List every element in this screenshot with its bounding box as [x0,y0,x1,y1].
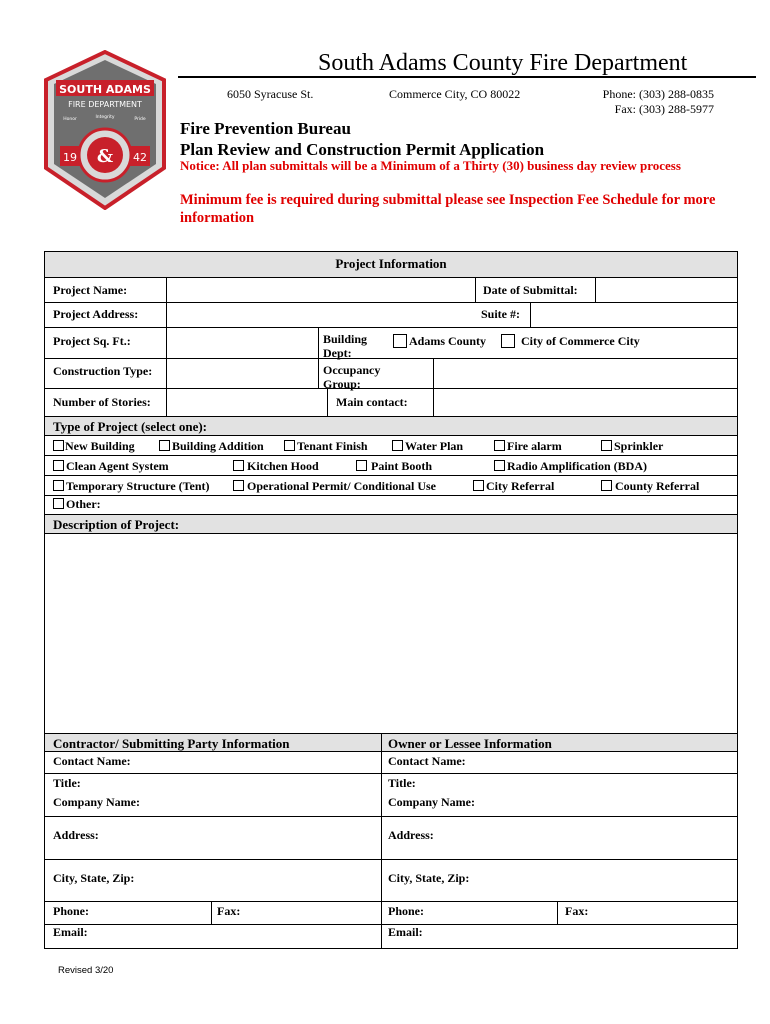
contractor-email-label: Email: [53,925,88,939]
new-building-checkbox[interactable] [53,440,64,451]
water-plan-label: Water Plan [405,439,464,453]
sqft-field[interactable] [167,328,317,357]
radio-amplification-checkbox[interactable] [494,460,505,471]
building-addition-label: Building Addition [172,439,264,453]
address-line: 6050 Syracuse St. [227,87,314,101]
revision-note: Revised 3/20 [58,965,114,976]
building-dept-label: Building Dept: [323,332,368,360]
contractor-company-label: Company Name: [53,795,140,809]
phone-line: Phone: (303) 288-0835 [602,87,714,101]
temporary-structure-label: Temporary Structure (Tent) [66,479,210,493]
commerce-city-label: City of Commerce City [521,334,640,348]
contractor-title: Contractor/ Submitting Party Information [53,736,290,751]
logo-year-left: 19 [63,151,77,164]
project-info-title: Project Information [335,256,447,271]
sprinkler-label: Sprinkler [614,439,664,453]
county-referral-checkbox[interactable] [601,480,612,491]
owner-title-label: Title: [388,776,416,790]
owner-email-label: Email: [388,925,423,939]
county-referral-label: County Referral [615,479,700,493]
occupancy-field[interactable] [434,359,736,387]
logo-motto-3: Pride [134,117,146,122]
fax-line: Fax: (303) 288-5977 [614,102,714,116]
header-rule [178,76,756,78]
description-header [45,515,737,533]
adams-county-checkbox[interactable] [393,334,407,348]
contractor-contact-label: Contact Name: [53,754,131,768]
main-contact-field[interactable] [434,389,736,415]
owner-fields[interactable] [382,752,736,948]
owner-fax-label: Fax: [565,904,589,918]
description-title: Description of Project: [53,517,180,532]
fire-alarm-label: Fire alarm [507,439,562,453]
svg-text:&: & [96,146,114,167]
logo-year-right: 42 [133,151,147,164]
paint-booth-checkbox[interactable] [356,460,367,471]
stories-field[interactable] [167,389,326,415]
construction-type-field[interactable] [167,359,317,387]
contractor-fields[interactable] [46,752,380,948]
new-building-label: New Building [65,439,135,453]
operational-permit-label: Operational Permit/ Conditional Use [247,479,436,493]
project-name-field[interactable] [167,278,474,301]
main-contact-label: Main contact: [336,395,408,409]
clean-agent-label: Clean Agent System [66,459,169,473]
project-address-label: Project Address: [53,307,139,321]
owner-company-label: Company Name: [388,795,475,809]
stories-label: Number of Stories: [53,395,151,409]
city-referral-label: City Referral [486,479,555,493]
city-line: Commerce City, CO 80022 [389,87,521,101]
project-address-field[interactable] [167,303,467,326]
form-title: Plan Review and Construction Permit Application [180,140,545,159]
owner-title: Owner or Lessee Information [388,736,552,751]
sqft-label: Project Sq. Ft.: [53,334,131,348]
adams-county-label: Adams County [409,334,487,348]
city-referral-checkbox[interactable] [473,480,484,491]
fire-department-logo [40,50,170,210]
project-type-header [45,417,737,435]
review-notice: Notice: All plan submittals will be a Minimum of a Thirty (30) business day review process [180,158,681,173]
radio-amplification-label: Radio Amplification (BDA) [507,459,648,473]
suite-field[interactable] [531,303,736,326]
logo-motto-1: Honor [63,117,77,122]
permit-form [44,251,738,949]
bureau-title [180,118,544,160]
project-name-label: Project Name: [53,283,128,297]
owner-phone-label: Phone: [388,904,424,918]
sprinkler-checkbox[interactable] [601,440,612,451]
other-checkbox[interactable] [53,498,64,509]
contractor-phone-label: Phone: [53,904,89,918]
other-label: Other: [66,497,101,511]
logo-motto-2: Integrity [95,115,115,120]
description-field[interactable] [46,534,736,733]
bureau-name: Fire Prevention Bureau [180,119,351,138]
fire-alarm-checkbox[interactable] [494,440,505,451]
clean-agent-checkbox[interactable] [53,460,64,471]
date-label: Date of Submittal: [483,283,578,297]
contractor-city-label: City, State, Zip: [53,871,135,885]
tenant-finish-checkbox[interactable] [284,440,295,451]
project-type-title: Type of Project (select one): [53,419,208,434]
owner-city-label: City, State, Zip: [388,871,470,885]
tenant-finish-label: Tenant Finish [297,439,368,453]
kitchen-hood-label: Kitchen Hood [247,459,319,473]
project-info-header [45,252,737,277]
logo-line1: SOUTH ADAMS [59,83,151,96]
fee-notice: Minimum fee is required during submittal please see Inspection Fee Schedule for more information [180,192,716,226]
water-plan-checkbox[interactable] [392,440,403,451]
occupancy-label: Occupancy Group: [323,363,381,391]
building-addition-checkbox[interactable] [159,440,170,451]
contractor-fax-label: Fax: [217,904,241,918]
contractor-address-label: Address: [53,828,99,842]
construction-type-label: Construction Type: [53,364,153,378]
contractor-title-label: Title: [53,776,81,790]
date-field[interactable] [596,278,736,301]
contacts-header [45,734,737,751]
kitchen-hood-checkbox[interactable] [233,460,244,471]
logo-line2: FIRE DEPARTMENT [68,100,142,109]
temporary-structure-checkbox[interactable] [53,480,64,491]
paint-booth-label: Paint Booth [371,459,433,473]
org-name: South Adams County Fire Department [318,50,688,76]
owner-contact-label: Contact Name: [388,754,466,768]
owner-address-label: Address: [388,828,434,842]
operational-permit-checkbox[interactable] [233,480,244,491]
commerce-city-checkbox[interactable] [501,334,515,348]
suite-label: Suite #: [481,307,520,321]
